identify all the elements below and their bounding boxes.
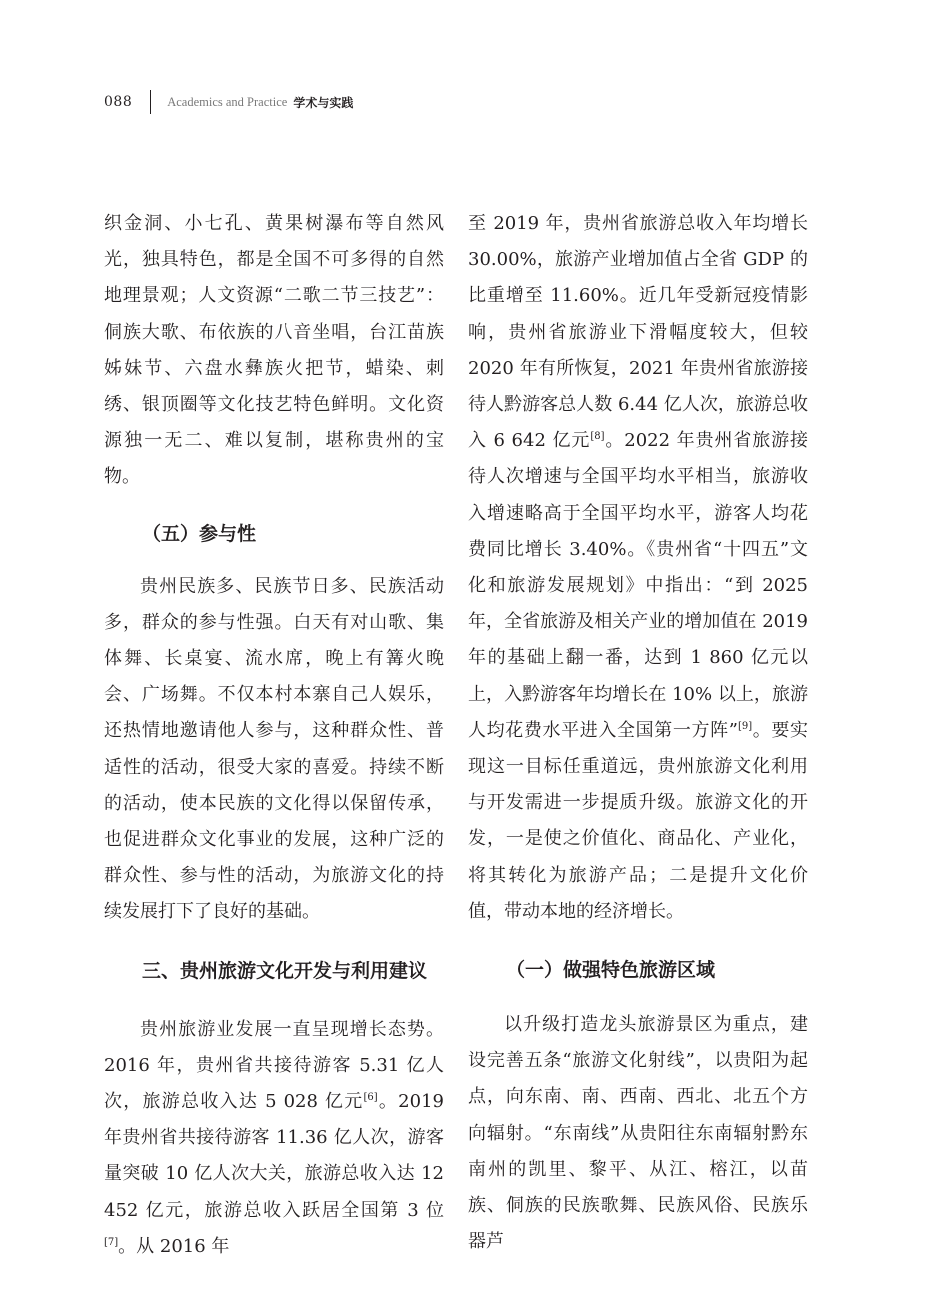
header-divider <box>150 90 151 114</box>
page-number: 088 <box>104 94 133 110</box>
paragraph: 以升级打造龙头旅游景区为重点，建设完善五条“旅游文化射线”，以贵阳为起点，向东南、南、西南、西北、北五个方向辐射。“东南线”从贵阳往东南辐射黔东南州的凯里、黎平、从江、榕江，以苗族、侗族的民族歌舞、民族风俗、民族乐器芦 <box>468 1014 808 1253</box>
paragraph: 贵州旅游业发展一直呈现增长态势。2016 年，贵州省共接待游客 5.31 亿人次，旅游总收入达 5 028 亿元[6]。2019 年贵州省共接待游客 11.36 亿人次，游客量突破 10 亿人次大关，旅游总收入达 12 452 亿元，旅游总收入跃居全国第 3 位[7]。从 2016 年 <box>104 1018 444 1257</box>
section-heading: 三、贵州旅游文化开发与利用建议 <box>142 959 428 982</box>
citation-ref: [7] <box>104 1236 119 1248</box>
paragraph: 至 2019 年，贵州省旅游总收入年均增长 30.00%，旅游产业增加值占全省 GDP 的比重增至 11.60%。近几年受新冠疫情影响，贵州省旅游业下滑幅度较大，但较 2020 年有所恢复，2021 年贵州省旅游接待人黔游客总人数 6.44 亿人次，旅游总收入 6 642 亿元[8]。2022 年贵州省旅游接待人次增速与全国平均水平相当，旅游收入增速略高于全国平均水平，游客人均花费同比增长 3.40%。《贵州省“十四五”文化和旅游发展规划》中指出：“到 2025 年，全省旅游及相关产业的增加值在 2019 年的基础上翻一番，达到 1 860 亿元以上，入黔游客年均增长在 10% 以上，旅游人均花费水平进入全国第一方阵”[9]。要实现这一目标任重道远，贵州旅游文化利用与开发需进一步提质升级。旅游文化的开发，一是使之价值化、商品化、产业化，将其转化为旅游产品；二是提升文化价值，带动本地的经济增长。 <box>468 213 809 922</box>
paragraph: 贵州民族多、民族节日多、民族活动多，群众的参与性强。白天有对山歌、集体舞、长桌宴、流水席，晚上有篝火晚会、广场舞。不仅本村本寨自己人娱乐，还热情地邀请他人参与，这种群众性、普适性的活动，很受大家的喜爱。持续不断的活动，使本民族的文化得以保留传承，也促进群众文化事业的发展，这种广泛的群众性、参与性的活动，为旅游文化的持续发展打下了良好的基础。 <box>104 575 444 923</box>
left-column <box>104 206 444 1265</box>
citation-ref: [6] <box>363 1092 378 1104</box>
journal-name-cn: 学术与实践 <box>293 95 354 110</box>
page-header <box>104 88 353 116</box>
citation-ref: [9] <box>737 720 753 732</box>
citation-ref: [8] <box>590 431 605 443</box>
subsection-heading: （一）做强特色旅游区域 <box>506 959 716 982</box>
right-column <box>468 206 808 1260</box>
journal-name-en: Academics and Practice <box>167 94 288 109</box>
subsection-heading: （五）参与性 <box>142 522 257 545</box>
paragraph: 织金洞、小七孔、黄果树瀑布等自然风光，独具特色，都是全国不可多得的自然地理景观；人文资源“二歌二节三技艺”：侗族大歌、布依族的八音坐唱，台江苗族姊妹节、六盘水彝族火把节，蜡染、刺绣、银顶圈等文化技艺特色鲜明。文化资源独一无二、难以复制，堪称贵州的宝物。 <box>104 213 444 488</box>
